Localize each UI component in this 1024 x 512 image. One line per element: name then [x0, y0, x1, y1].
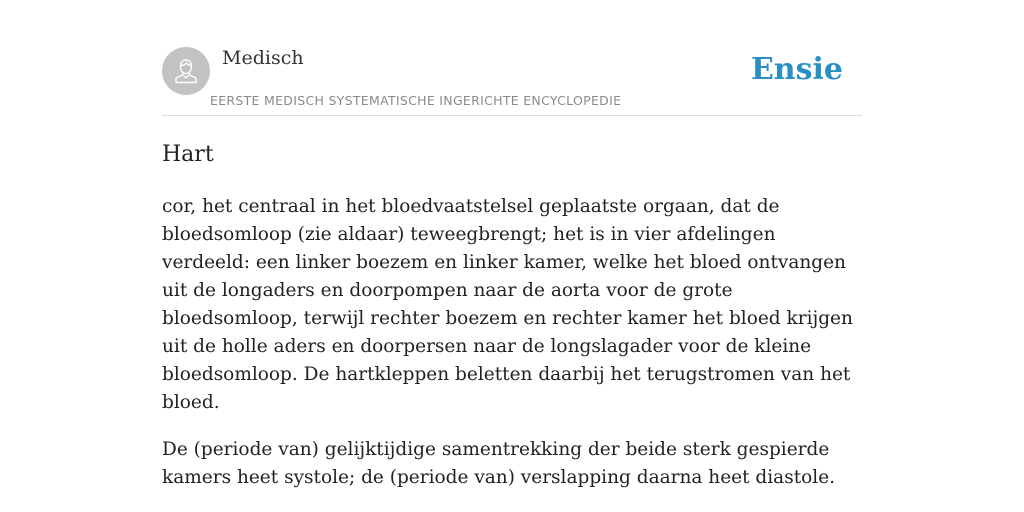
article-paragraph: De (periode van) gelijktijdige samentrekking der beide sterk gespierde kamers heet systole; de (periode van) verslapping daarna heet diastole.	[162, 439, 836, 488]
source-header	[162, 0, 862, 116]
article-body	[162, 193, 862, 511]
page-container	[162, 0, 862, 488]
article-title: Hart	[162, 142, 214, 167]
article-paragraph: cor, het centraal in het bloedvaatstelsel geplaatste orgaan, dat de bloedsomloop (zie aldaar) teweegbrengt; het is in vier afdelingen verdeeld: een linker boezem en linker kamer, welke het bloed ontvangen uit de longaders en doorpompen naar de aorta voor de grote bloedsomloop, terwijl rechter boezem en rechter kamer het bloed krijgen uit de holle aders en doorpersen naar de longslagader voor de kleine bloedsomloop. De hartkleppen beletten daarbij het terugstromen van het bloed.	[162, 196, 853, 413]
source-subtitle: EERSTE MEDISCH SYSTEMATISCHE INGERICHTE ENCYCLOPEDIE	[210, 93, 622, 108]
brand-logo[interactable]: Ensie	[750, 52, 843, 87]
source-name[interactable]: Medisch	[222, 47, 304, 69]
source-avatar[interactable]	[162, 47, 210, 95]
user-silhouette-icon	[173, 57, 199, 85]
